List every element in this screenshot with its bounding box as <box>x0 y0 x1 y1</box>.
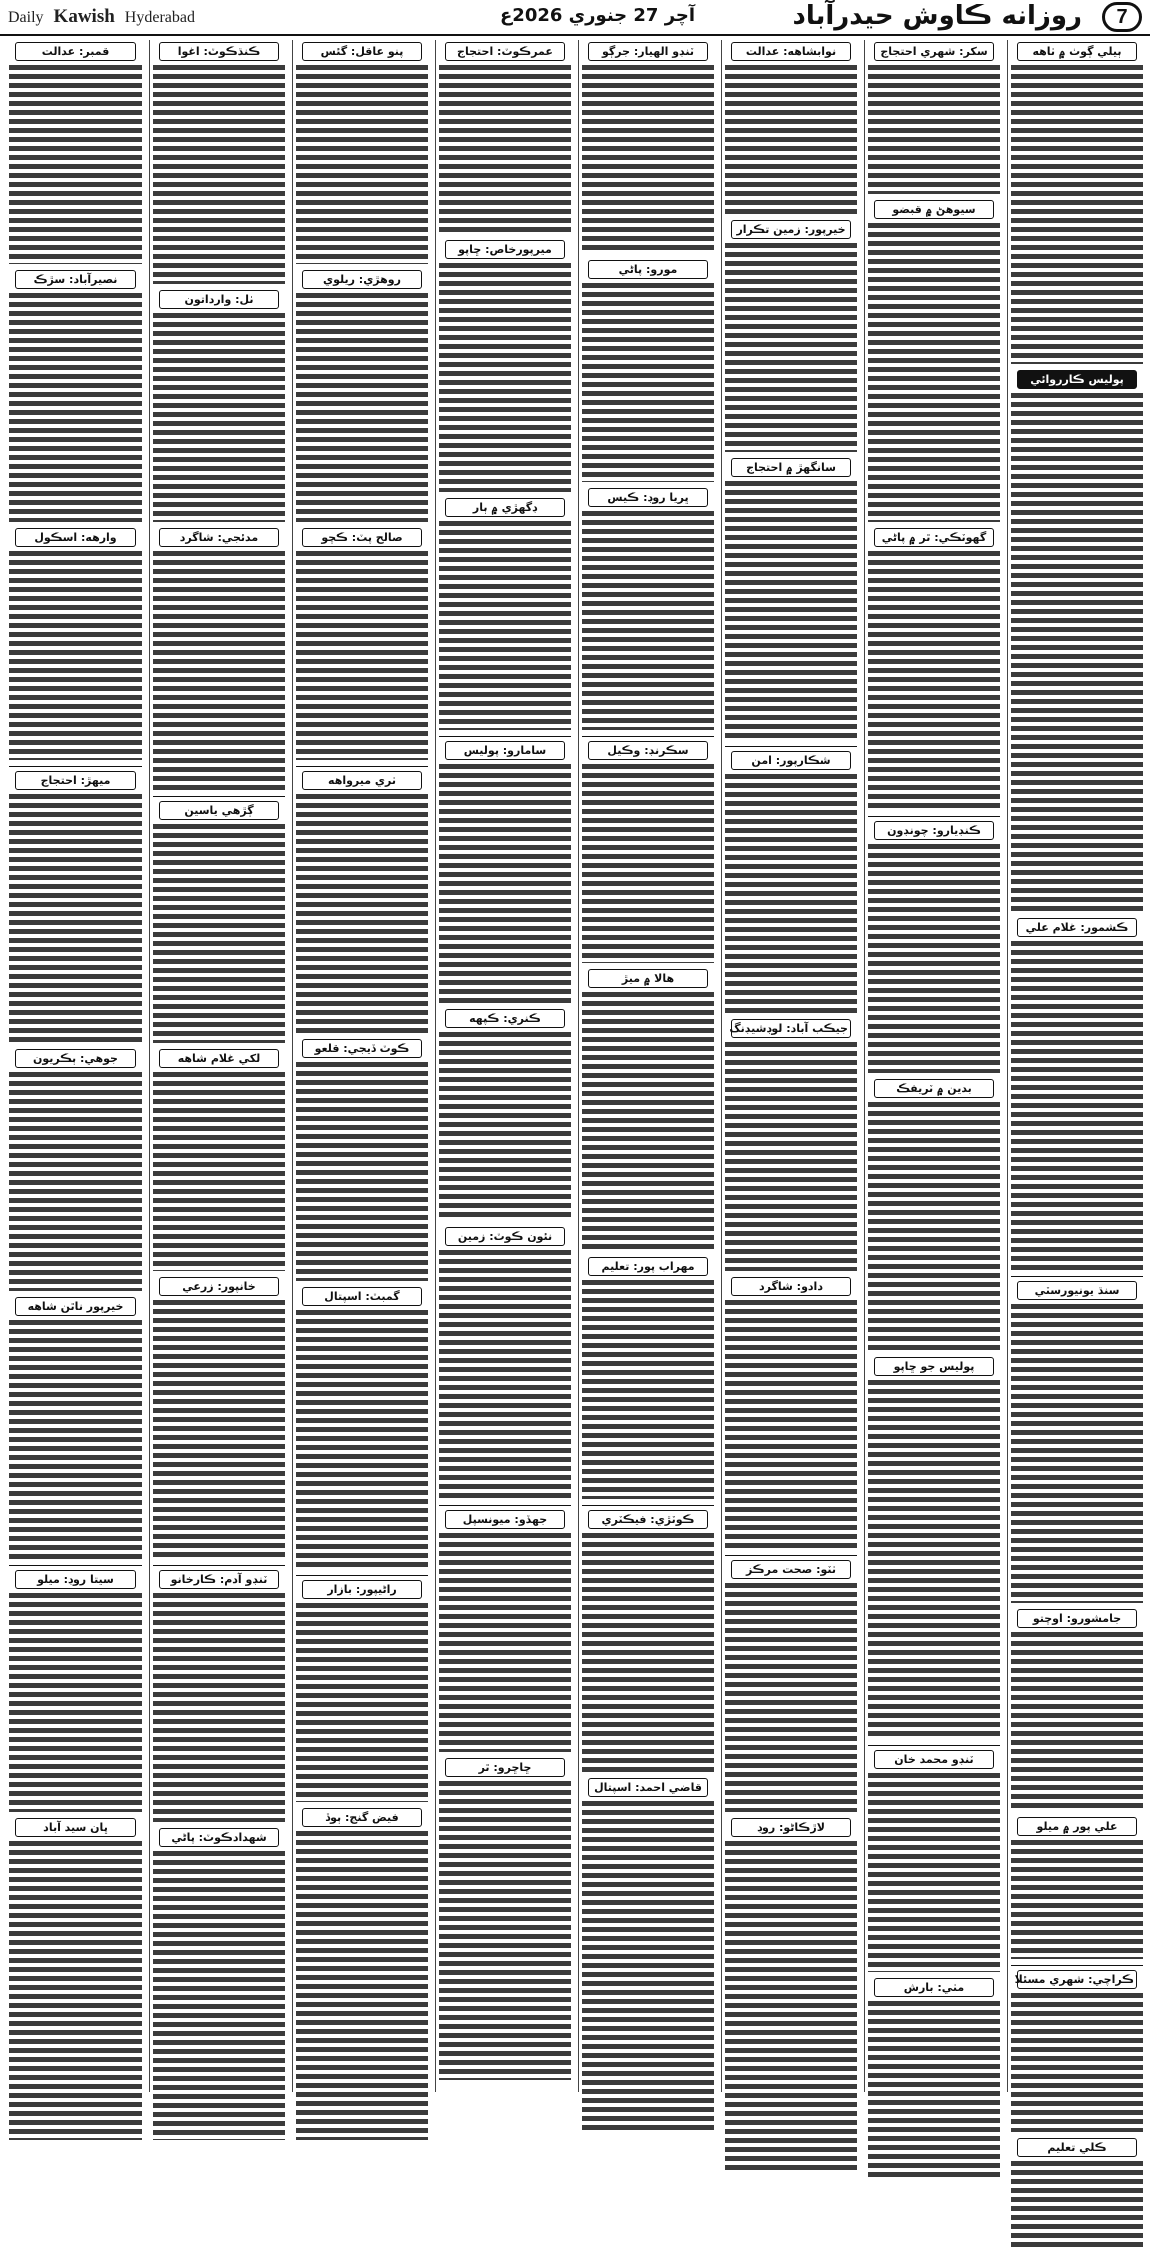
news-item <box>725 1019 857 1271</box>
news-item <box>582 42 714 254</box>
news-item <box>1011 918 1143 1270</box>
news-item <box>1011 2138 1143 2250</box>
news-item <box>153 42 285 284</box>
news-body-text <box>868 843 1000 1073</box>
news-item <box>153 801 285 1043</box>
news-column <box>864 40 1003 2092</box>
news-headline: سڪرنڊ: وڪيل <box>588 741 708 760</box>
news-body-text <box>296 1602 428 1802</box>
news-column <box>435 40 574 2092</box>
column-divider-rule <box>296 1575 428 1576</box>
news-body-text <box>439 520 571 730</box>
news-item <box>9 771 142 1043</box>
news-body-text <box>9 292 142 522</box>
news-headline: جيڪب آباد: لوڊشيڊنگ <box>731 1019 851 1038</box>
news-column <box>1007 40 1146 2154</box>
news-headline: خانپور: زرعي <box>159 1277 279 1296</box>
column-divider-rule <box>153 796 285 797</box>
news-item <box>1011 1281 1143 1603</box>
news-item <box>9 1297 142 1559</box>
news-item <box>9 1818 142 2140</box>
news-headline: ٽنڊو محمد خان <box>874 1750 994 1769</box>
news-body-text <box>725 64 857 214</box>
news-body-text <box>9 793 142 1043</box>
news-item <box>725 220 857 452</box>
news-item <box>439 42 571 234</box>
column-divider-rule <box>725 746 857 747</box>
column-divider-rule <box>582 736 714 737</box>
news-headline: دادو: شاگرد <box>731 1277 851 1296</box>
news-headline: شڪارپور: امن <box>731 751 851 770</box>
news-item <box>868 200 1000 522</box>
news-item <box>582 488 714 730</box>
news-headline: ٺل: وارداتون <box>159 290 279 309</box>
news-body-text <box>153 64 285 284</box>
news-item <box>868 1357 1000 1739</box>
news-item <box>296 270 428 522</box>
news-item <box>868 1750 1000 1972</box>
news-item <box>439 741 571 1003</box>
news-headline: مورو: پاڻي <box>588 260 708 279</box>
news-item <box>868 1079 1000 1351</box>
news-headline: ٻيلي ڳوٺ ۾ ٺاهه <box>1017 42 1137 61</box>
news-item <box>868 821 1000 1073</box>
news-item <box>1011 1609 1143 1811</box>
news-headline: سامارو: پوليس <box>445 741 565 760</box>
news-headline: ڪوٽڙي: فيڪٽري <box>588 1510 708 1529</box>
column-divider-rule <box>868 816 1000 817</box>
news-body-text <box>296 292 428 522</box>
news-item <box>153 1277 285 1559</box>
news-headline: سيتا روڊ: ميلو <box>15 1570 136 1589</box>
news-headline: مدئجي: شاگرد <box>159 528 279 547</box>
news-headline: لاڙڪاڻو: روڊ <box>731 1818 851 1837</box>
news-headline: ڇاڇرو: ٿر <box>445 1758 565 1777</box>
news-columns <box>4 40 1146 2154</box>
news-headline: پنو عاقل: گئس <box>302 42 422 61</box>
news-headline: هالا ۾ ميڙ <box>588 969 708 988</box>
news-body-text <box>9 550 142 760</box>
news-body-text <box>9 64 142 264</box>
news-item <box>582 1510 714 1772</box>
news-item <box>153 290 285 522</box>
news-item <box>725 1560 857 1812</box>
news-body-text <box>868 1101 1000 1351</box>
news-body-text <box>725 1582 857 1812</box>
news-body-text <box>582 64 714 254</box>
news-body-text <box>296 550 428 760</box>
column-divider-rule <box>582 1505 714 1506</box>
news-body-text <box>439 1532 571 1752</box>
news-body-text <box>439 763 571 1003</box>
issue-date: آچر 27 جنوري 2026ع <box>500 5 696 26</box>
news-headline: قاضي احمد: اسپتال <box>588 1778 708 1797</box>
news-body-text <box>868 2000 1000 2180</box>
news-body-text <box>582 1532 714 1772</box>
english-nameplate <box>8 6 195 28</box>
news-headline: ڀريا روڊ: ڪيس <box>588 488 708 507</box>
news-item <box>296 42 428 264</box>
news-body-text <box>868 1379 1000 1739</box>
news-item <box>1011 370 1143 912</box>
news-body-text <box>296 1061 428 1281</box>
news-body-text <box>9 1592 142 1812</box>
news-headline: ڪنري: ڪپهه <box>445 1009 565 1028</box>
news-column <box>578 40 717 2092</box>
news-item <box>296 1039 428 1281</box>
news-headline: ڊگهڙي ۾ ٻار <box>445 498 565 517</box>
news-body-text <box>439 262 571 492</box>
news-headline: وارهه: اسڪول <box>15 528 136 547</box>
news-headline: ڪراچي: شهري مسئلا <box>1017 1970 1137 1989</box>
news-body-text <box>296 1830 428 2140</box>
news-item <box>868 42 1000 194</box>
news-item <box>9 42 142 264</box>
news-body-text <box>582 763 714 963</box>
news-body-text <box>1011 1631 1143 1811</box>
news-body-text <box>725 480 857 740</box>
news-body-text <box>725 1299 857 1549</box>
news-item <box>868 528 1000 810</box>
news-item <box>725 1277 857 1549</box>
news-headline: ٺٽو: صحت مرڪز <box>731 1560 851 1579</box>
news-item <box>296 1287 428 1569</box>
column-divider-rule <box>439 736 571 737</box>
news-body-text <box>439 1031 571 1221</box>
news-headline: نوابشاهه: عدالت <box>731 42 851 61</box>
news-headline: ڪلي تعليم <box>1017 2138 1137 2157</box>
news-body-text <box>868 550 1000 810</box>
news-item <box>439 498 571 730</box>
column-divider-rule <box>439 1505 571 1506</box>
column-divider-rule <box>1011 1965 1143 1966</box>
news-headline: جوهي: ٻڪريون <box>15 1049 136 1068</box>
news-headline: ٽنڊو آدم: ڪارخانو <box>159 1570 279 1589</box>
news-body-text <box>582 510 714 730</box>
news-item <box>582 1778 714 2130</box>
news-headline: قمبر: عدالت <box>15 42 136 61</box>
news-body-text <box>439 1780 571 2080</box>
news-body-text <box>1011 1992 1143 2132</box>
news-headline: ڪوٽ ڏيجي: قلعو <box>302 1039 422 1058</box>
news-body-text <box>153 823 285 1043</box>
news-item <box>153 1828 285 2140</box>
news-body-text <box>868 64 1000 194</box>
news-item <box>439 1510 571 1752</box>
news-body-text <box>725 773 857 1013</box>
news-headline: مهراب پور: تعليم <box>588 1257 708 1276</box>
news-item <box>1011 42 1143 364</box>
news-body-text <box>153 1071 285 1271</box>
news-body-text <box>582 991 714 1251</box>
news-body-text <box>1011 1303 1143 1603</box>
news-body-text <box>153 1299 285 1559</box>
nameplate-city: Hyderabad <box>124 9 195 26</box>
news-body-text <box>439 1249 571 1499</box>
news-item <box>9 270 142 522</box>
news-body-text <box>725 1840 857 2170</box>
news-body-text <box>1011 64 1143 364</box>
news-item <box>296 1580 428 1802</box>
news-headline: سانگهڙ ۾ احتجاج <box>731 458 851 477</box>
news-body-text <box>439 64 571 234</box>
news-headline: گمبٽ: اسپتال <box>302 1287 422 1306</box>
news-item <box>153 1049 285 1271</box>
news-body-text <box>1011 2160 1143 2250</box>
news-body-text <box>725 242 857 452</box>
news-headline: نئون ڪوٽ: زمين <box>445 1227 565 1246</box>
news-headline: ڪشمور: غلام علي <box>1017 918 1137 937</box>
news-headline: ڀان سيد آباد <box>15 1818 136 1837</box>
news-headline: مٺي: بارش <box>874 1978 994 1997</box>
news-item <box>439 1227 571 1499</box>
column-divider-rule <box>9 1565 142 1566</box>
column-divider-rule <box>1011 1276 1143 1277</box>
news-item <box>725 458 857 740</box>
news-headline: ٺري ميرواهه <box>302 771 422 790</box>
news-body-text <box>868 1772 1000 1972</box>
news-body-text <box>1011 1839 1143 1959</box>
news-item <box>582 741 714 963</box>
news-item <box>725 1818 857 2170</box>
news-headline: جامشورو: اوچتو <box>1017 1609 1137 1628</box>
column-divider-rule <box>725 1555 857 1556</box>
column-divider-rule <box>9 766 142 767</box>
news-item <box>582 1257 714 1499</box>
news-headline: نصيرآباد: سڙڪ <box>15 270 136 289</box>
news-headline: پوليس جو ڇاپو <box>874 1357 994 1376</box>
news-body-text <box>582 1800 714 2130</box>
news-headline: صالح پٽ: ڪچو <box>302 528 422 547</box>
news-body-text <box>725 1041 857 1271</box>
newspaper-title: روزانه ڪاوش حيدرآباد <box>792 1 1082 31</box>
news-item <box>296 771 428 1033</box>
news-body-text <box>153 1592 285 1822</box>
news-item <box>582 969 714 1251</box>
nameplate-prefix: Daily <box>8 9 44 26</box>
news-headline: عمرڪوٽ: احتجاج <box>445 42 565 61</box>
news-item <box>9 528 142 760</box>
news-item <box>1011 1970 1143 2132</box>
news-item <box>153 1570 285 1822</box>
news-body-text <box>9 1071 142 1291</box>
news-item <box>582 260 714 482</box>
news-headline: سنڌ يونيورسٽي <box>1017 1281 1137 1300</box>
news-headline: گهوٽڪي: ٿر ۾ پاڻي <box>874 528 994 547</box>
news-item <box>868 1978 1000 2180</box>
masthead <box>0 0 1150 36</box>
news-item <box>725 42 857 214</box>
news-body-text <box>1011 392 1143 912</box>
news-headline: لکي غلام شاهه <box>159 1049 279 1068</box>
news-column <box>292 40 431 2092</box>
news-headline: ڪنڊيارو: چونڊون <box>874 821 994 840</box>
news-item <box>439 240 571 492</box>
news-headline: پوليس ڪارروائي <box>1017 370 1137 389</box>
news-item <box>153 528 285 790</box>
news-headline: خيرپور ناٿن شاهه <box>15 1297 136 1316</box>
news-headline: علي پور ۾ ميلو <box>1017 1817 1137 1836</box>
news-headline: ٽنڊو الهيار: جرڳو <box>588 42 708 61</box>
news-item <box>9 1570 142 1812</box>
news-body-text <box>868 222 1000 522</box>
news-headline: روهڙي: ريلوي <box>302 270 422 289</box>
news-headline: بدين ۾ ٽريفڪ <box>874 1079 994 1098</box>
news-column <box>721 40 860 2092</box>
news-headline: خيرپور: زمين تڪرار <box>731 220 851 239</box>
news-body-text <box>9 1319 142 1559</box>
column-divider-rule <box>296 766 428 767</box>
news-body-text <box>296 1309 428 1569</box>
column-divider-rule <box>153 1565 285 1566</box>
news-body-text <box>582 1279 714 1499</box>
news-column <box>6 40 145 2092</box>
news-body-text <box>153 312 285 522</box>
news-headline: راڻيپور: بازار <box>302 1580 422 1599</box>
news-item <box>725 751 857 1013</box>
news-body-text <box>153 550 285 790</box>
news-headline: سيوهڻ ۾ قبضو <box>874 200 994 219</box>
news-item <box>9 1049 142 1291</box>
news-headline: جھڏو: ميونسپل <box>445 1510 565 1529</box>
news-item <box>1011 1817 1143 1959</box>
news-body-text <box>296 793 428 1033</box>
news-column <box>149 40 288 2092</box>
news-headline: شهدادڪوٽ: پاڻي <box>159 1828 279 1847</box>
news-headline: ڪنڌڪوٽ: اغوا <box>159 42 279 61</box>
news-body-text <box>9 1840 142 2140</box>
news-body-text <box>1011 940 1143 1270</box>
news-item <box>439 1758 571 2080</box>
news-body-text <box>296 64 428 264</box>
nameplate-brand: Kawish <box>53 6 115 27</box>
news-item <box>296 528 428 760</box>
news-item <box>439 1009 571 1221</box>
page-number-badge: 7 <box>1102 2 1142 32</box>
news-body-text <box>153 1850 285 2140</box>
news-headline: ميرپورخاص: ڇاپو <box>445 240 565 259</box>
news-headline: سکر: شهري احتجاج <box>874 42 994 61</box>
news-body-text <box>582 282 714 482</box>
news-item <box>296 1808 428 2140</box>
news-headline: ڳڙهي ياسين <box>159 801 279 820</box>
news-headline: ميهڙ: احتجاج <box>15 771 136 790</box>
column-divider-rule <box>868 1745 1000 1746</box>
news-headline: فيض گنج: ٻوڏ <box>302 1808 422 1827</box>
